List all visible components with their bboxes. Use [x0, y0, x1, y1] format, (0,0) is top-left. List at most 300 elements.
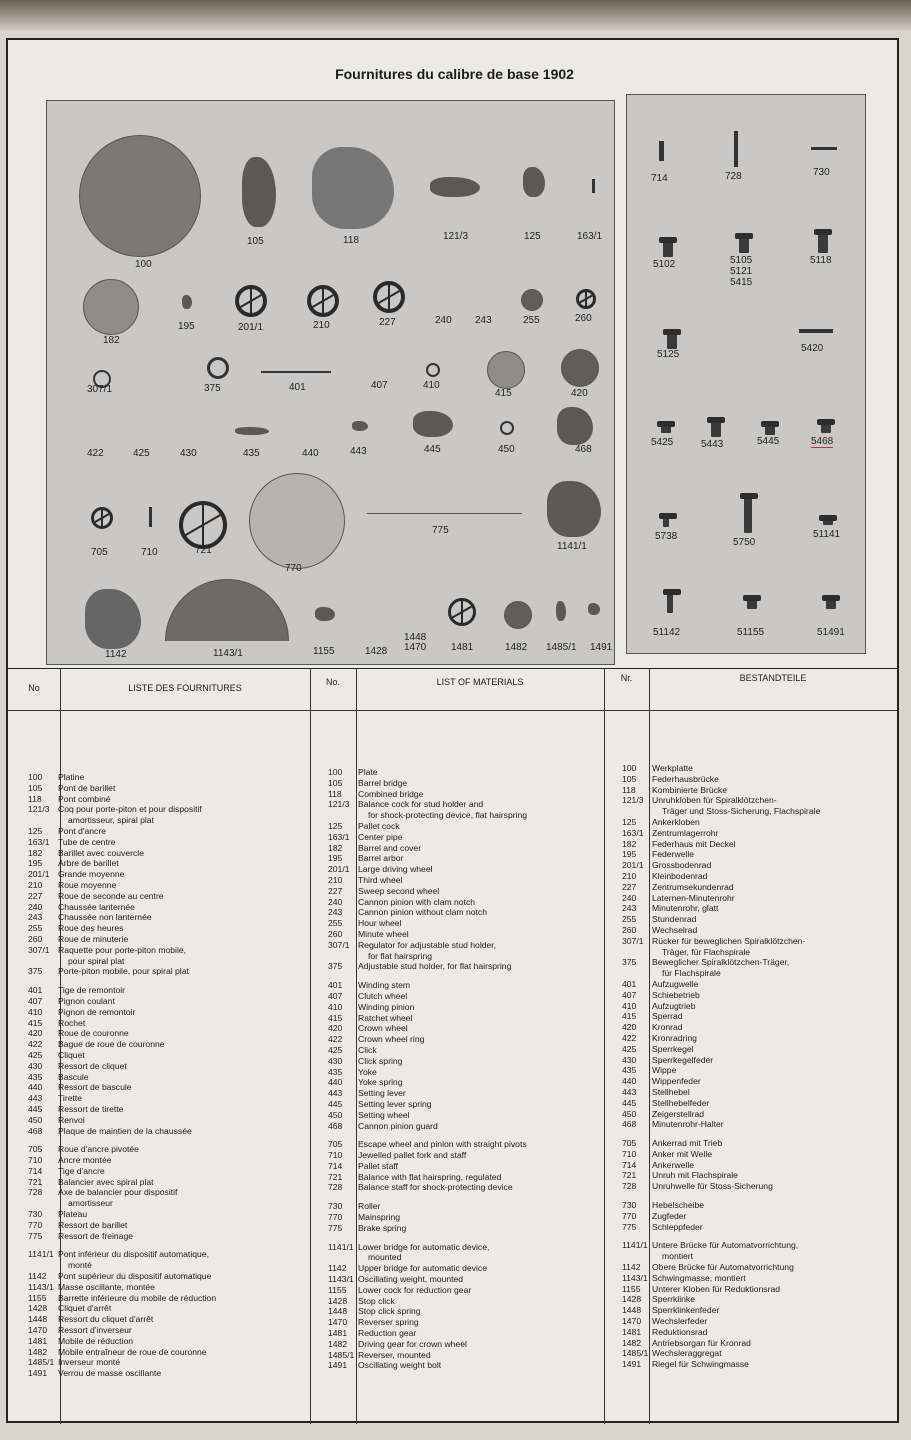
part-description: Bague de roue de couronne [58, 1039, 165, 1050]
part-description: Upper bridge for automatic device [358, 1263, 487, 1274]
barrel-arbor-part [182, 295, 192, 309]
part-description: Zentrumlagerrohr [652, 827, 719, 838]
barrel-part [83, 279, 139, 335]
part-description: Adjustable stud holder, for flat hairspring [358, 961, 512, 972]
part-number: 121/3 [28, 804, 50, 815]
header-de-title: BESTANDTEILE [739, 673, 807, 683]
part-description: Minutenrohr-Halter [652, 1119, 724, 1130]
part-label: 415 [495, 388, 512, 399]
crown-wheel-part [561, 349, 599, 387]
part-description: Schiebetrieb [652, 989, 700, 1000]
table-row [328, 810, 608, 821]
part-label: 163/1 [577, 231, 603, 242]
part-number: 1491 [328, 1360, 348, 1371]
part-number: 435 [328, 1066, 343, 1077]
table-row [328, 1139, 608, 1150]
page-title: Fournitures du calibre de base 1902 [335, 66, 574, 82]
part-description: Anker mit Welle [652, 1148, 713, 1159]
part-description: mounted [368, 1252, 402, 1263]
section-gap [28, 977, 308, 985]
part-description: Sweep second wheel [358, 885, 440, 896]
reduction-cock-part [315, 607, 335, 621]
part-description: Aufzugwelle [652, 978, 699, 989]
part-description: Untere Brücke für Automatvorrichtung, [652, 1240, 799, 1251]
part-number: 770 [28, 1219, 43, 1230]
table-row [622, 849, 897, 860]
table-row [328, 1161, 608, 1172]
part-number: 210 [622, 870, 637, 881]
part-description: Minutenrohr, glatt [652, 903, 719, 914]
table-row [622, 1305, 897, 1316]
table-row [28, 1368, 308, 1379]
table-row [328, 991, 608, 1002]
part-number: 770 [328, 1212, 343, 1223]
part-label: 227 [379, 317, 396, 328]
table-row [28, 1039, 308, 1050]
part-number: 420 [328, 1023, 343, 1034]
table-row [28, 1303, 308, 1314]
table-row [622, 1109, 897, 1120]
part-description: Riegel für Schwingmasse [652, 1359, 749, 1370]
part-number: 163/1 [622, 827, 644, 838]
table-row [622, 1251, 897, 1262]
screw-part [818, 229, 828, 253]
table-row [622, 903, 897, 914]
column-divider [310, 669, 311, 1424]
table-row [622, 828, 897, 839]
part-number: 710 [28, 1155, 43, 1166]
part-number: 1470 [622, 1316, 642, 1327]
part-description: Setting lever spring [358, 1098, 432, 1109]
part-number [328, 951, 358, 962]
part-number: 445 [28, 1103, 43, 1114]
stud-holder-part [207, 357, 229, 379]
table-row [622, 914, 897, 925]
table-row [28, 1177, 308, 1188]
screw-part [667, 589, 673, 613]
table-row [328, 1034, 608, 1045]
table-row [328, 1067, 608, 1078]
table-row [622, 968, 897, 979]
part-description: Clutch wheel [358, 990, 408, 1001]
header-de-no: Nr. [620, 673, 633, 683]
screw-label: 728 [725, 171, 742, 182]
part-number: 1142 [28, 1271, 47, 1282]
table-row [328, 875, 608, 886]
part-number [622, 947, 652, 958]
header-fr-title: LISTE DES FOURNITURES [128, 683, 242, 693]
screw-label: 51491 [817, 627, 845, 638]
part-number: 182 [622, 838, 637, 849]
part-number: 255 [28, 923, 43, 934]
table-row [328, 980, 608, 991]
parts-photo [46, 100, 615, 665]
table-row [622, 882, 897, 893]
part-description: Träger, für Flachspirale [662, 946, 751, 957]
table-row [28, 1271, 308, 1282]
table-row [622, 947, 897, 958]
part-description: Tige de remontoir [58, 985, 126, 996]
table-row [28, 1166, 308, 1177]
part-description: Wechslerfeder [652, 1316, 708, 1327]
part-number: 118 [622, 784, 636, 795]
part-description: Balance with flat hairspring, regulated [358, 1171, 502, 1182]
table-row [28, 956, 308, 967]
part-number: 401 [328, 980, 343, 991]
table-row [328, 1296, 608, 1307]
section-gap [328, 972, 608, 980]
hour-wheel-part [521, 289, 543, 311]
table-row [28, 1082, 308, 1093]
part-label: 307/1 [87, 384, 113, 395]
table-row [622, 1316, 897, 1327]
part-description: Roue moyenne [58, 879, 117, 890]
screw-part [821, 419, 831, 433]
table-row [622, 1284, 897, 1295]
part-description: Werkplatte [652, 763, 693, 773]
part-description: Pont supérieur du dispositif automatique [58, 1271, 212, 1282]
part-description: Federhausbrücke [652, 773, 719, 784]
part-description: Sperrklinkenfeder [652, 1305, 720, 1316]
part-number: 201/1 [622, 860, 644, 871]
part-description: Reduktionsrad [652, 1326, 708, 1337]
table-row [328, 1328, 608, 1339]
table-row [328, 1045, 608, 1056]
table-row [622, 763, 897, 774]
screw-label: 730 [813, 167, 830, 178]
table-row [622, 1055, 897, 1066]
table-row [28, 966, 308, 977]
header-en-no: No. [325, 677, 340, 687]
part-number: 714 [28, 1165, 43, 1176]
part-number: 443 [328, 1088, 343, 1099]
part-description: Barrel arbor [358, 853, 404, 864]
part-description: Schwingmasse, montiert [652, 1272, 746, 1283]
part-description: Center pipe [358, 831, 403, 842]
part-number: 1482 [622, 1337, 642, 1348]
part-description: Federhaus mit Deckel [652, 838, 736, 849]
table-row [328, 864, 608, 875]
part-description: Setting lever [358, 1088, 406, 1099]
screw-part [663, 237, 673, 257]
part-label: 440 [302, 448, 319, 459]
part-number: 435 [28, 1071, 43, 1082]
part-description: Barrel and cover [358, 842, 422, 853]
part-number: 227 [328, 885, 343, 896]
part-description: Cannon pinion guard [358, 1120, 438, 1131]
part-description: Tige d'ancre [58, 1165, 105, 1176]
balance-cock-part [430, 177, 480, 197]
table-row [622, 1200, 897, 1211]
part-description: Minute wheel [358, 928, 409, 939]
part-description: Wippe [652, 1065, 677, 1076]
table-row [28, 1347, 308, 1358]
table-row [622, 925, 897, 936]
part-number: 227 [28, 890, 43, 901]
cannon-pinion-guard-part [557, 407, 593, 445]
part-label: 425 [133, 448, 150, 459]
part-label: 443 [350, 446, 367, 457]
part-description: Unruh mit Flachspirale [652, 1170, 738, 1181]
screw-part [667, 329, 677, 349]
table-row [622, 1273, 897, 1284]
table-row [622, 795, 897, 806]
part-description: monté [68, 1260, 92, 1271]
part-label: 195 [178, 321, 195, 332]
part-number: 415 [622, 1011, 637, 1022]
part-number: 163/1 [328, 831, 350, 842]
table-row [28, 1028, 308, 1039]
part-description: Schleppfeder [652, 1221, 703, 1232]
table-row [622, 1359, 897, 1370]
part-description: Roller [358, 1201, 381, 1212]
part-description: Stellhebelfeder [652, 1097, 710, 1108]
table-row [328, 1306, 608, 1317]
screws-photo [626, 94, 866, 654]
screw-part [747, 595, 757, 609]
table-row [28, 1050, 308, 1061]
table-row [28, 945, 308, 956]
upper-bridge-automatic-part [85, 589, 141, 649]
part-description: for shock-protecting device, flat hairspring [368, 810, 528, 821]
part-description: Wippenfeder [652, 1076, 701, 1087]
part-number: 430 [328, 1055, 343, 1066]
english-list [328, 767, 608, 1371]
part-description: Ressort de bascule [58, 1082, 132, 1093]
screw-label: 5105 5121 5415 [730, 255, 753, 288]
table-row [328, 907, 608, 918]
part-number [622, 1251, 652, 1262]
part-description: Ankerkloben [652, 816, 700, 827]
part-number: 1491 [28, 1368, 48, 1379]
table-row [28, 815, 308, 826]
part-label: 710 [141, 547, 158, 558]
screw-label: 51155 [737, 627, 765, 638]
screw-label: 5750 [733, 537, 756, 548]
part-description: Balancier avec spiral plat [58, 1176, 154, 1187]
part-number: 1141/1 [28, 1249, 54, 1260]
section-gap [622, 1130, 897, 1138]
mainspring-part [249, 473, 345, 569]
part-number: 1470 [328, 1317, 348, 1328]
table-row [328, 1172, 608, 1183]
table-row [328, 1285, 608, 1296]
part-description: Escape wheel and pinion with straight pivots [358, 1139, 527, 1150]
weight-bolt-part [588, 603, 600, 615]
part-description: Masse oscillante, montée [58, 1281, 155, 1292]
part-number: 450 [622, 1108, 637, 1119]
part-number [622, 968, 652, 979]
part-description: Stop click spring [358, 1306, 421, 1317]
part-number: 1448 [328, 1306, 348, 1317]
part-description: Antriebsorgan für Kronrad [652, 1337, 751, 1348]
table-row [328, 1088, 608, 1099]
part-description: Zeigerstellrad [652, 1108, 705, 1119]
screw-label: 51142 [653, 627, 681, 638]
part-label: 468 [575, 444, 592, 455]
part-description: montiert [662, 1251, 694, 1262]
part-description: Winding stem [358, 980, 411, 991]
part-number: 1155 [622, 1283, 641, 1294]
part-description: Regulator for adjustable stud holder, [358, 939, 497, 950]
part-number: 1428 [622, 1294, 642, 1305]
part-description: Roue d'ancre pivotée [58, 1144, 139, 1155]
part-number: 728 [328, 1182, 343, 1193]
table-row [622, 1181, 897, 1192]
part-number: 240 [28, 901, 43, 912]
table-row [622, 1348, 897, 1359]
part-number: 307/1 [28, 944, 50, 955]
part-description: Ratchet wheel [358, 1012, 413, 1023]
part-description: Jewelled pallet fork and staff [358, 1150, 467, 1161]
part-description: Ankerrad mit Trieb [652, 1138, 723, 1149]
table-row [328, 1099, 608, 1110]
part-label: 721 [195, 545, 212, 556]
table-row [28, 1126, 308, 1137]
table-row [328, 886, 608, 897]
part-number: 721 [28, 1176, 43, 1187]
table-row [28, 1231, 308, 1242]
table-row [328, 843, 608, 854]
part-description: Coq pour porte-piton et pour dispositif [58, 804, 202, 815]
part-description: Plateau [58, 1209, 88, 1220]
part-number [328, 1252, 358, 1263]
part-description: Reduction gear [358, 1328, 417, 1339]
table-row [28, 1314, 308, 1325]
part-description: Hour wheel [358, 918, 402, 929]
screw-part [799, 329, 833, 333]
part-number [328, 810, 358, 821]
part-label: 1448 1470 [404, 632, 427, 653]
part-label: 445 [424, 444, 441, 455]
part-description: Lower cock for reduction gear [358, 1284, 472, 1295]
table-row [328, 1339, 608, 1350]
part-description: amortisseur, spiral plat [68, 815, 154, 826]
part-description: Grande moyenne [58, 869, 125, 880]
part-label: 450 [498, 444, 515, 455]
part-label: 1143/1 [213, 648, 243, 659]
balance-staff-part [734, 131, 738, 167]
part-description: Ressort de cliquet [58, 1060, 127, 1071]
part-number: 100 [28, 772, 43, 782]
part-number: 728 [622, 1181, 637, 1192]
table-row [622, 1160, 897, 1171]
part-number: 422 [622, 1032, 637, 1043]
part-number: 195 [328, 853, 343, 864]
part-description: Verrou de masse oscillante [58, 1368, 162, 1379]
part-number: 255 [328, 918, 343, 929]
part-description: Pignon de remontoir [58, 1006, 136, 1017]
table-row [328, 1242, 608, 1253]
part-number: 227 [622, 881, 637, 892]
part-description: Winding pinion [358, 1001, 415, 1012]
part-description: Träger und Stoss-Sicherung, Flachspirale [662, 806, 821, 817]
part-description: Setting wheel [358, 1109, 410, 1120]
part-label: 105 [247, 236, 264, 247]
part-number: 255 [622, 914, 637, 925]
screw-label: 5125 [657, 349, 680, 360]
table-row [328, 1023, 608, 1034]
table-row [622, 806, 897, 817]
part-description: Cliquet [58, 1049, 85, 1060]
part-description: Sperrad [652, 1011, 683, 1022]
table-row [622, 1327, 897, 1338]
part-number: 1155 [328, 1284, 347, 1295]
part-description: Ressort de tirette [58, 1103, 124, 1114]
part-number: 401 [28, 985, 43, 996]
part-number: 243 [28, 912, 43, 923]
screw-label: 5102 [653, 259, 676, 270]
part-label: 1491 [590, 642, 613, 653]
table-row [622, 1338, 897, 1349]
part-description: Sperrkegel [652, 1043, 694, 1054]
table-row [328, 1263, 608, 1274]
table-row [28, 1187, 308, 1198]
parts-table [8, 668, 897, 1424]
part-description: Reverser spring [358, 1317, 419, 1328]
part-description: Third wheel [358, 874, 403, 885]
screw-part [663, 513, 669, 527]
part-number: 710 [622, 1148, 637, 1159]
part-description: Zugfeder [652, 1210, 687, 1221]
table-row [28, 783, 308, 794]
part-description: Wechselrad [652, 924, 698, 935]
part-description: Oscillating weight, mounted [358, 1274, 464, 1285]
table-row [328, 778, 608, 789]
barrel-bridge-part [242, 157, 276, 227]
part-number: 121/3 [328, 799, 350, 810]
part-number: 468 [622, 1119, 637, 1130]
catalog-sheet [6, 38, 899, 1423]
part-number: 307/1 [622, 935, 644, 946]
plate-part [79, 135, 201, 257]
part-number: 125 [622, 816, 637, 827]
part-number: 721 [622, 1170, 637, 1181]
table-row [28, 902, 308, 913]
table-row [28, 1357, 308, 1368]
part-number: 410 [622, 1000, 637, 1011]
table-row [622, 1294, 897, 1305]
part-number: 775 [28, 1230, 43, 1241]
part-number: 410 [28, 1006, 43, 1017]
part-label: 1141/1 [557, 541, 587, 552]
part-number: 100 [328, 767, 343, 777]
part-number: 118 [28, 793, 42, 804]
ratchet-wheel-part [487, 351, 525, 389]
screw-part [826, 595, 836, 609]
winding-stem-part [261, 371, 331, 373]
screw-part [661, 421, 671, 433]
balance-part [179, 501, 227, 549]
part-description: Stellhebel [652, 1086, 690, 1097]
part-description: Roue des heures [58, 923, 124, 934]
part-number: 375 [622, 957, 637, 968]
part-number: 210 [28, 879, 43, 890]
table-row [622, 860, 897, 871]
table-row [28, 891, 308, 902]
part-description: Balance cock for stud holder and [358, 799, 484, 810]
part-number: 1428 [28, 1303, 48, 1314]
minute-wheel-part [576, 289, 596, 309]
table-row [28, 1007, 308, 1018]
part-number: 705 [328, 1139, 343, 1150]
part-description: Lower bridge for automatic device, [358, 1241, 490, 1252]
part-description: Grossbodenrad [652, 860, 712, 871]
part-description: Inverseur monté [58, 1357, 121, 1368]
table-row [328, 1212, 608, 1223]
part-description: Roue de couronne [58, 1028, 129, 1039]
part-description: Beweglicher Spiralklötzchen-Träger, [652, 957, 790, 968]
